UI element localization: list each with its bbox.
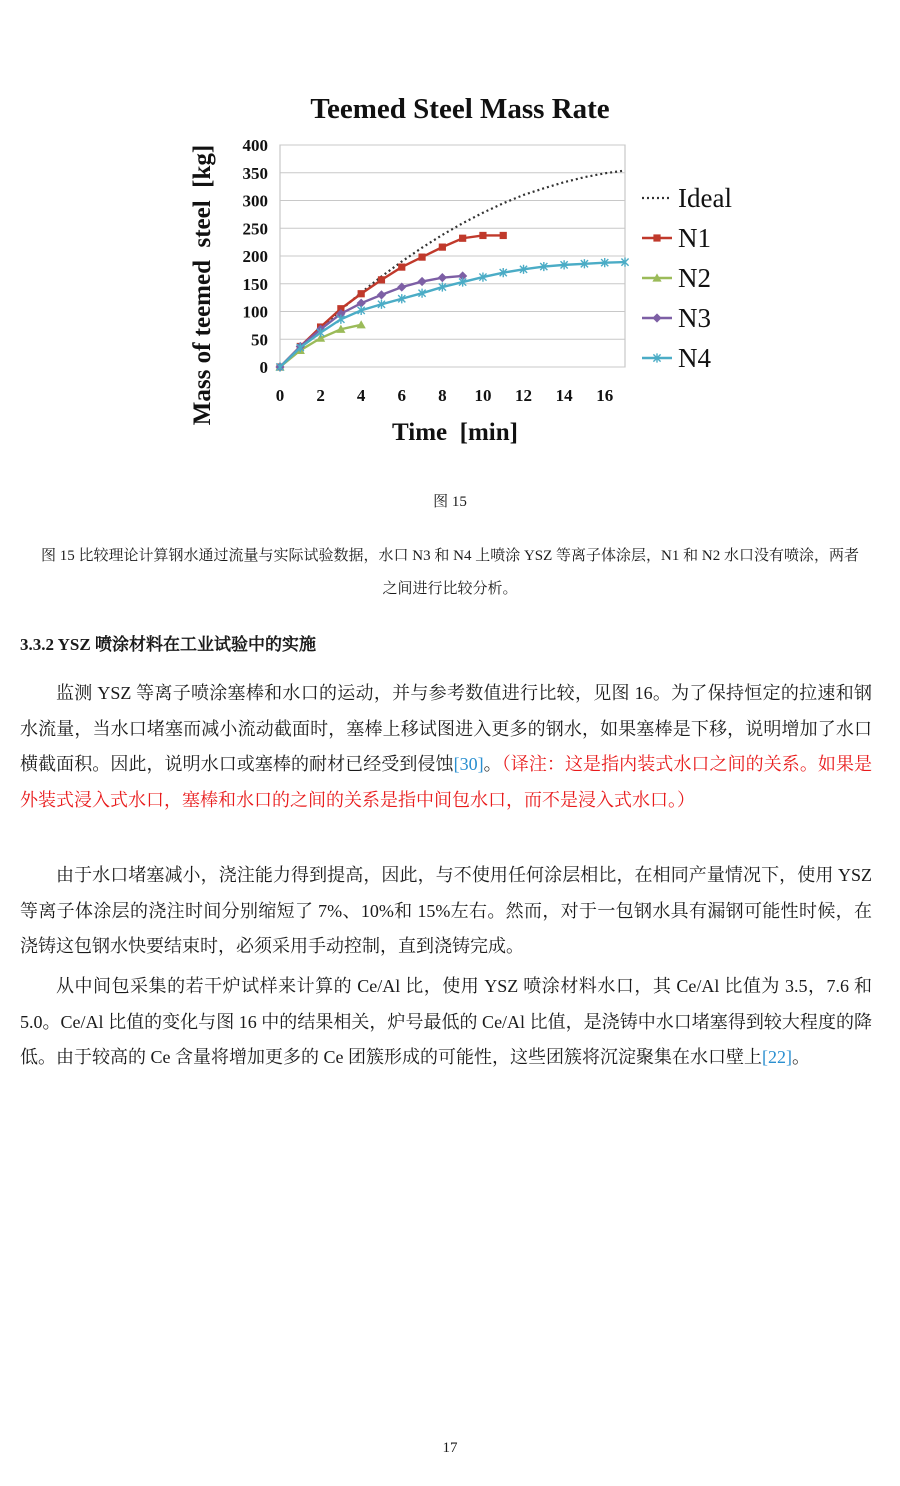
teemed-steel-mass-rate-chart [180,70,740,460]
citation-30[interactable]: [30] [453,754,484,774]
legend-marker [652,313,661,322]
y-tick-label: 150 [242,274,268,294]
x-tick-label: 0 [275,386,285,405]
legend-item-n4 [642,343,711,373]
legend-label: N4 [678,343,711,373]
x-tick-label: 14 [555,386,573,405]
legend-item-n2 [642,263,711,293]
paragraph-3-end: 。 [792,1047,810,1067]
figure-label: 图 15 [433,494,467,510]
y-tick-label: 50 [251,330,268,350]
translator-note: （译注：这是指内装式水口之间的关系。如果是外装式浸入式水口，塞棒和水口的之间的关系是指中间包水口，而不是浸入式水口。） [20,754,873,810]
legend-label: N1 [678,223,711,253]
section-heading: 3.3.2 YSZ 喷涂材料在工业试验中的实施 [20,635,316,654]
y-axis-label: Mass of teemed steel [kg] [189,144,216,426]
y-tick-label: 350 [242,163,268,183]
data-point [377,290,386,299]
y-tick-label: 250 [242,219,268,239]
y-tick-label: 400 [242,136,268,155]
legend-item-n1 [642,223,711,253]
paragraph-1 [20,676,872,818]
series-n4 [276,258,628,372]
data-point [417,277,426,286]
page-number: 17 [442,1440,458,1456]
x-axis-ticks [276,386,613,405]
data-point [439,244,446,251]
data-point [358,290,365,297]
figure-caption: 图 15 比较理论计算钢水通过流量与实际试验数据，水口 N3 和 N4 上喷涂 YSZ 等离子体涂层，N1 和 N2 水口没有喷涂，两者之间进行比较分析。 [41,548,859,597]
y-axis-ticks [243,136,269,377]
data-point [479,232,486,239]
legend [642,183,732,373]
x-tick-label: 12 [515,386,533,405]
paragraph-2-text: 由于水口堵塞减小，浇注能力得到提高，因此，与不使用任何涂层相比，在相同产量情况下，使用 YSZ 等离子体涂层的浇注时间分别缩短了 7%、10%和 15%左右。然而，对于一包钢水具有漏钢可能性时候，在浇铸这包钢水快要结束时，必须采用手动控制，直到浇铸完成。 [20,865,872,956]
legend-marker [653,234,660,241]
y-tick-label: 200 [242,247,268,266]
data-point [500,232,507,239]
legend-label: Ideal [678,183,732,213]
paragraph-1-end: 。 [483,754,502,774]
x-tick-label: 6 [397,386,407,405]
paragraph-1-text: 监测 YSZ 等离子喷涂塞棒和水口的运动，并与参考数值进行比较，见图 16。为了保持恒定的拉速和钢水流量，当水口堵塞而减小流动截面时，塞棒上移试图进入更多的钢水，如果塞棒是下移，说明增加了水口横截面积。因此，说明水口或塞棒的耐材已经受到侵蚀 [20,683,872,774]
x-tick-label: 8 [438,386,447,405]
data-point [418,254,425,261]
chart-title: Teemed Steel Mass Rate [310,93,610,125]
x-tick-label: 4 [356,386,366,405]
legend-item-ideal [642,183,732,213]
legend-label: N3 [678,303,711,333]
x-axis-label: Time [min] [392,419,518,446]
data-point [378,276,385,283]
y-tick-label: 300 [242,191,268,211]
citation-22[interactable]: [22] [762,1047,792,1067]
y-tick-label: 100 [242,302,268,322]
y-tick-label: 0 [259,358,268,377]
data-point [398,264,405,271]
legend-item-n3 [642,303,711,333]
x-tick-label: 16 [596,386,614,405]
data-point [438,273,447,282]
paragraph-3 [20,969,872,1076]
paragraph-3-text: 从中间包采集的若干炉试样来计算的 Ce/Al 比，使用 YSZ 喷涂材料水口，其 Ce/Al 比值为 3.5，7.6 和 5.0。Ce/Al 比值的变化与图 16 中的结果相关，炉号最低的 Ce/Al 比值，是浇铸中水口堵塞得到较大程度的降低。由于较高的 Ce 含量将增加更多的 Ce 团簇形成的可能性，这些团簇将沉淀聚集在水口壁上 [20,976,872,1067]
data-point [459,235,466,242]
x-tick-label: 2 [316,386,325,405]
legend-label: N2 [678,263,711,293]
x-tick-label: 10 [474,386,492,405]
paragraph-2 [20,858,872,965]
